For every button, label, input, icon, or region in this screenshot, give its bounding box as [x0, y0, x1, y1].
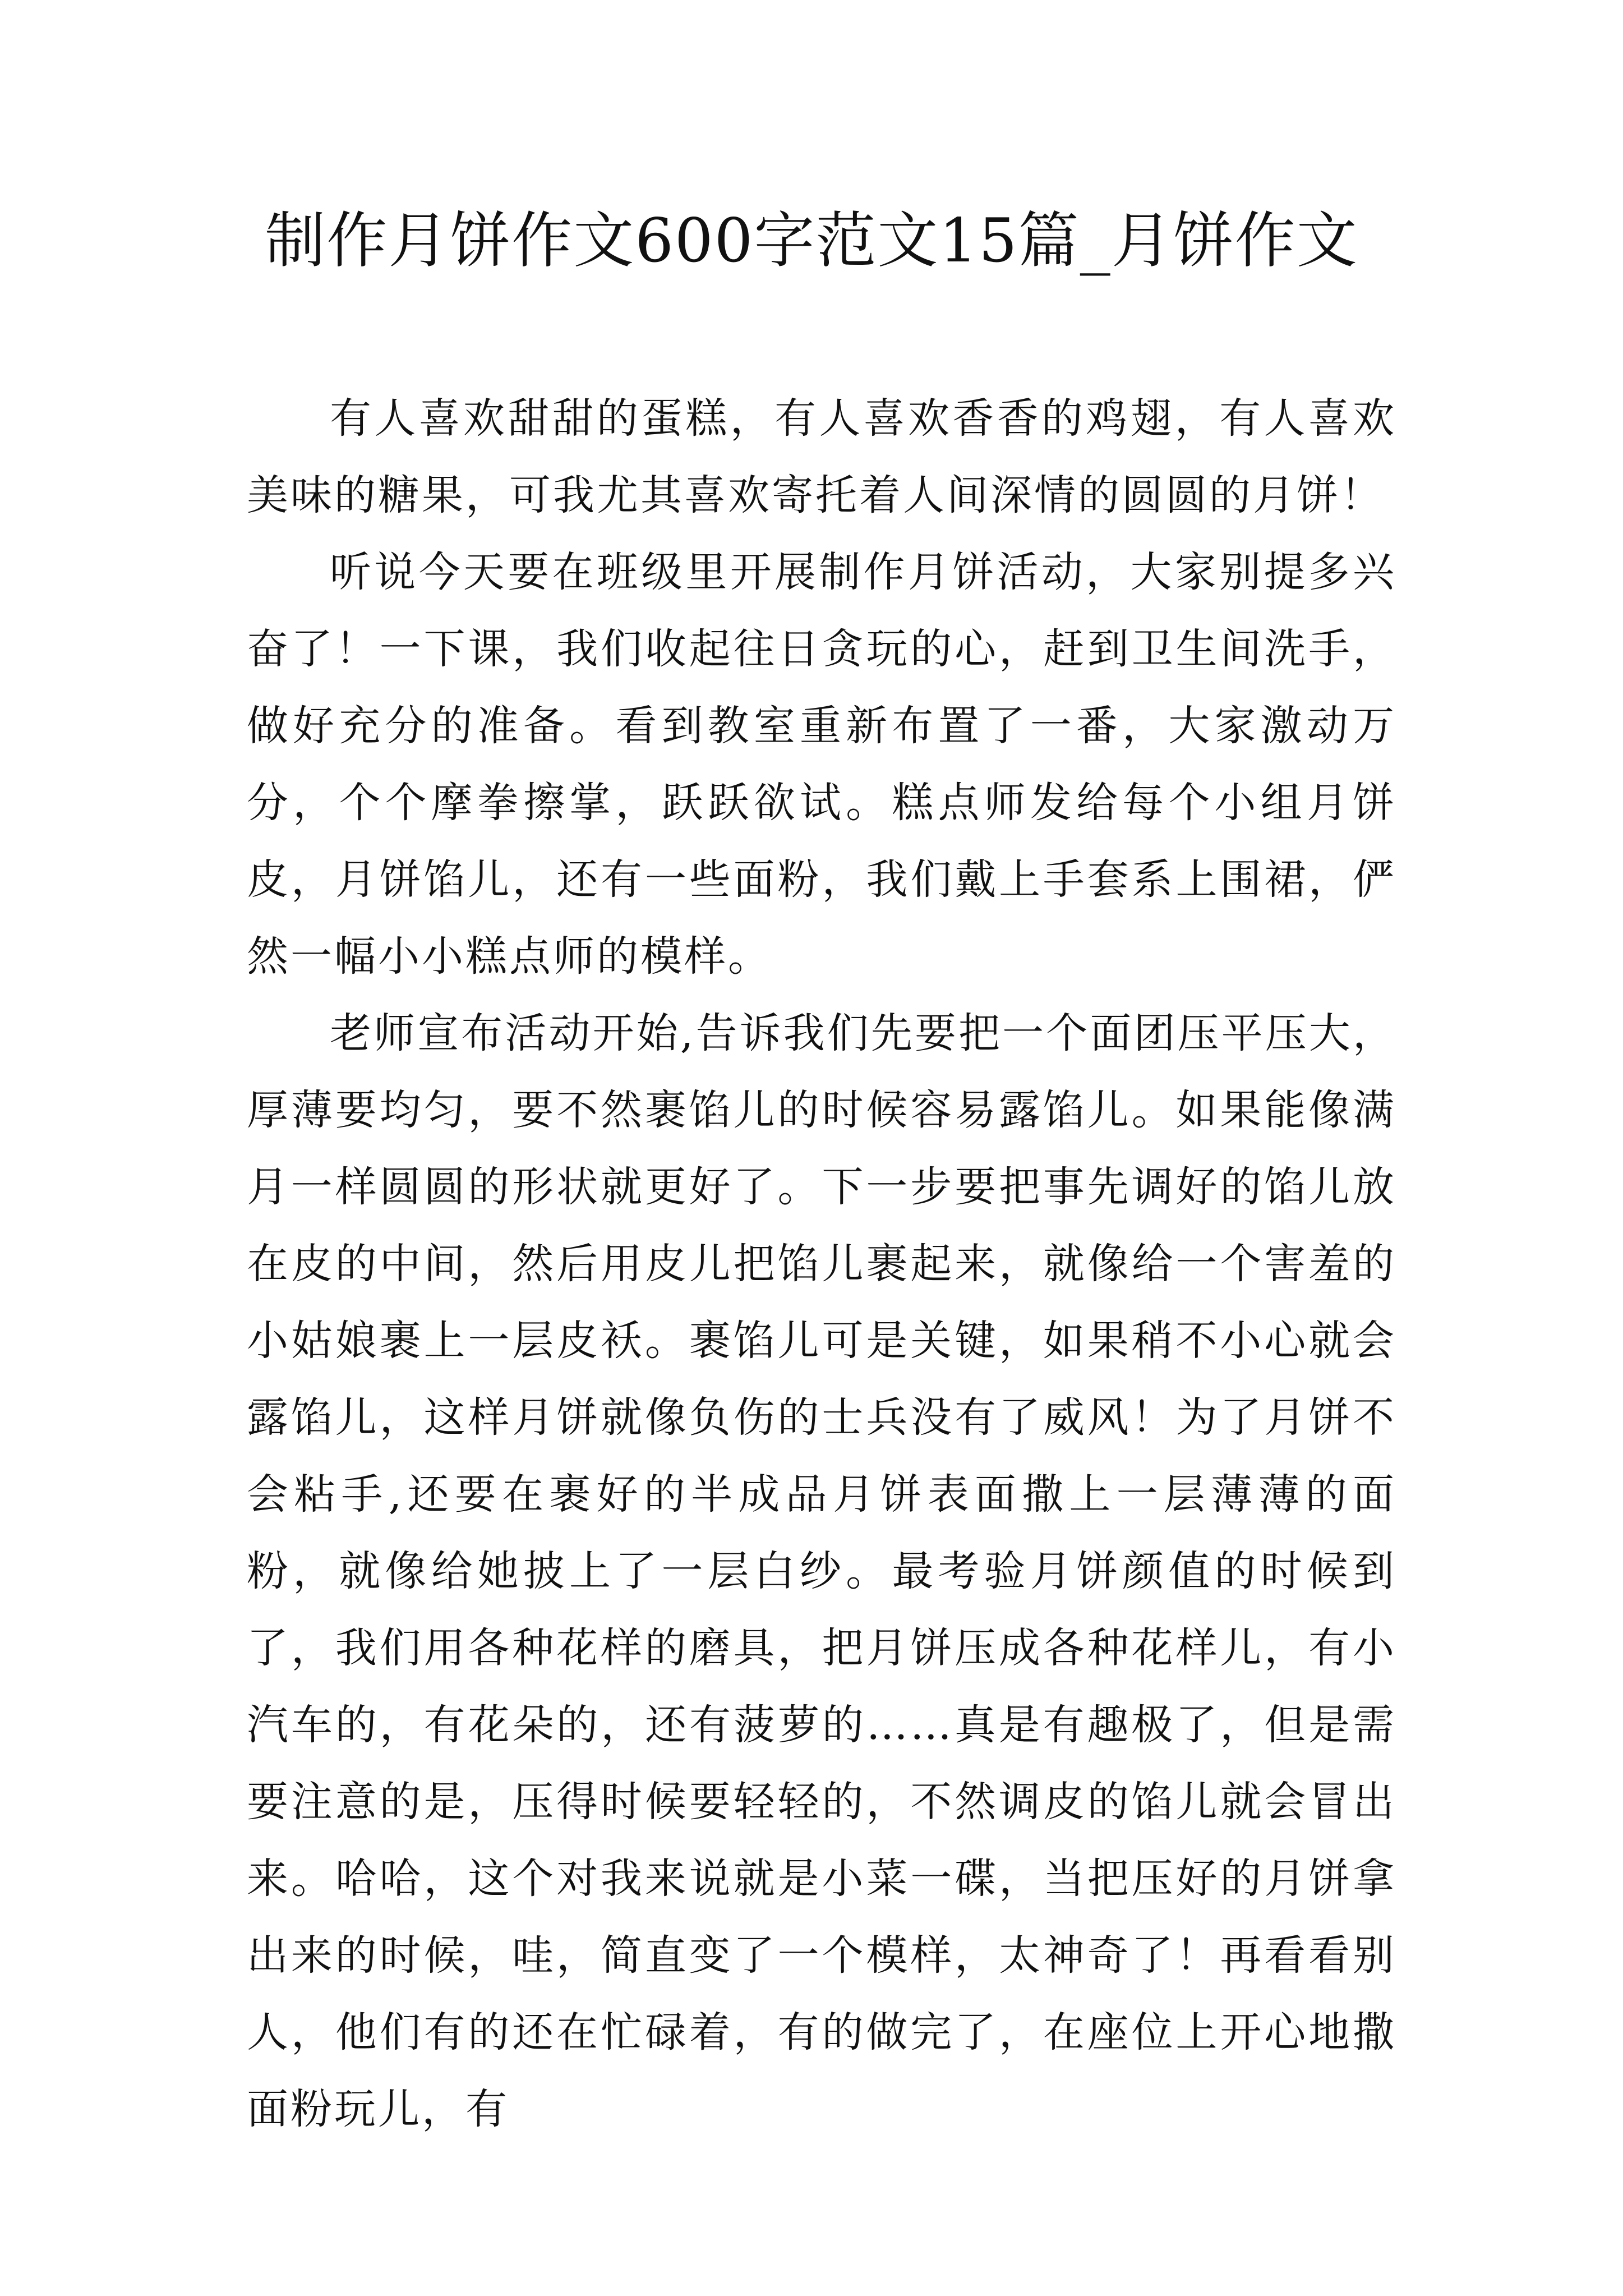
- paragraph-1: 有人喜欢甜甜的蛋糕，有人喜欢香香的鸡翅，有人喜欢美味的糖果，可我尤其喜欢寄托着人间深情的圆圆的月饼！: [247, 394, 1396, 519]
- paragraph-2: 听说今天要在班级里开展制作月饼活动，大家别提多兴奋了！一下课，我们收起往日贪玩的心，赶到卫生间洗手，做好充分的准备。看到教室重新布置了一番，大家激动万分，个个摩拳擦掌，跃跃欲试。糕点师发给每个小组月饼皮，月饼馅儿，还有一些面粉，我们戴上手套系上围裙，俨然一幅小小糕点师的模样。: [247, 548, 1396, 981]
- document-title: 制作月饼作文600字范文15篇_月饼作文: [265, 206, 1358, 276]
- paragraph-3: 老师宣布活动开始,告诉我们先要把一个面团压平压大，厚薄要均匀，要不然裹馅儿的时候容易露馅儿。如果能像满月一样圆圆的形状就更好了。下一步要把事先调好的馅儿放在皮的中间，然后用皮儿把馅儿裹起来，就像给一个害羞的小姑娘裹上一层皮袄。裹馅儿可是关键，如果稍不小心就会露馅儿，这样月饼就像负伤的士兵没有了威风！为了月饼不会粘手,还要在裹好的半成品月饼表面撒上一层薄薄的面粉，就像给她披上了一层白纱。最考验月饼颜值的时候到了，我们用各种花样的磨具，把月饼压成各种花样儿，有小汽车的，有花朵的，还有菠萝的……真是有趣极了，但是需要注意的是，压得时候要轻轻的，不然调皮的馅儿就会冒出来。哈哈，这个对我来说就是小菜一碟，当把压好的月饼拿出来的时候，哇，简直变了一个模样，太神奇了！再看看别人，他们有的还在忙碌着，有的做完了，在座位上开心地撒面粉玩儿，有: [247, 1009, 1396, 2133]
- document-body: [247, 380, 1396, 2148]
